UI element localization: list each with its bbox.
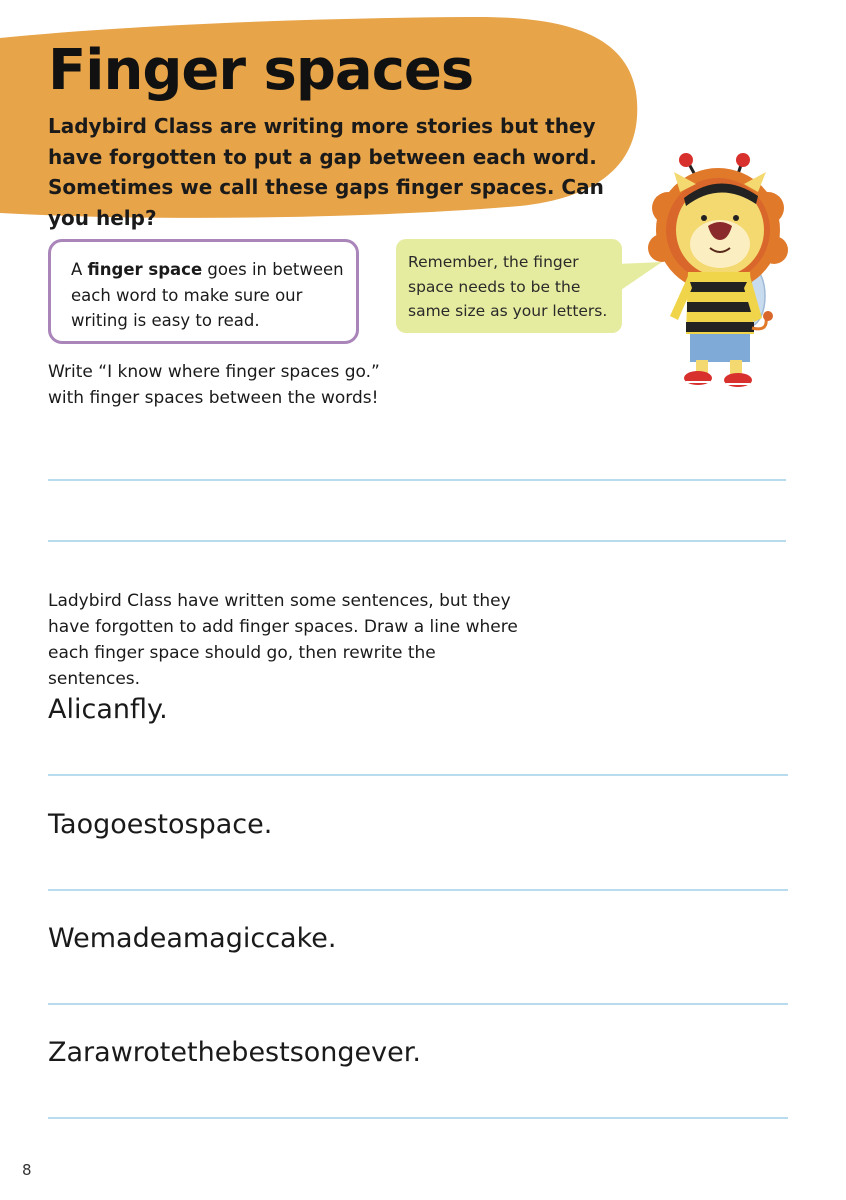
sentence-4: Zarawrotethebestsongever. <box>48 1037 421 1068</box>
task1-instruction: Write “I know where finger spaces go.” with finger spaces between the words! <box>48 362 380 408</box>
writing-line[interactable] <box>48 889 788 891</box>
sentence-3: Wemadeamagiccake. <box>48 923 337 954</box>
page-number: 8 <box>22 1161 32 1179</box>
sentence-2: Taogoestospace. <box>48 809 273 840</box>
sentence-1: Alicanfly. <box>48 694 168 725</box>
writing-line[interactable] <box>48 540 786 542</box>
intro-text: Ladybird Class are writing more stories but they have forgotten to put a gap between each word. Sometimes we call these gaps finger spaces. Can you help? <box>48 114 604 230</box>
definition-box <box>48 239 359 344</box>
tip-speech-bubble: Remember, the finger space needs to be the same size as your letters. <box>396 239 622 333</box>
writing-line[interactable] <box>48 774 788 776</box>
definition-term: finger space <box>87 260 203 279</box>
writing-line[interactable] <box>48 1003 788 1005</box>
lion-mascot-icon <box>640 148 800 398</box>
definition-pre: A <box>71 260 88 279</box>
page-title: Finger spaces <box>48 38 474 103</box>
writing-line[interactable] <box>48 1117 788 1119</box>
definition-post: goes in between each word to make sure our writing is easy to read. <box>71 260 344 330</box>
writing-line[interactable] <box>48 479 786 481</box>
task2-instruction: Ladybird Class have written some sentences, but they have forgotten to add finger spaces. Draw a line where each finger space should go, then rewrite the sentences. <box>48 591 518 689</box>
